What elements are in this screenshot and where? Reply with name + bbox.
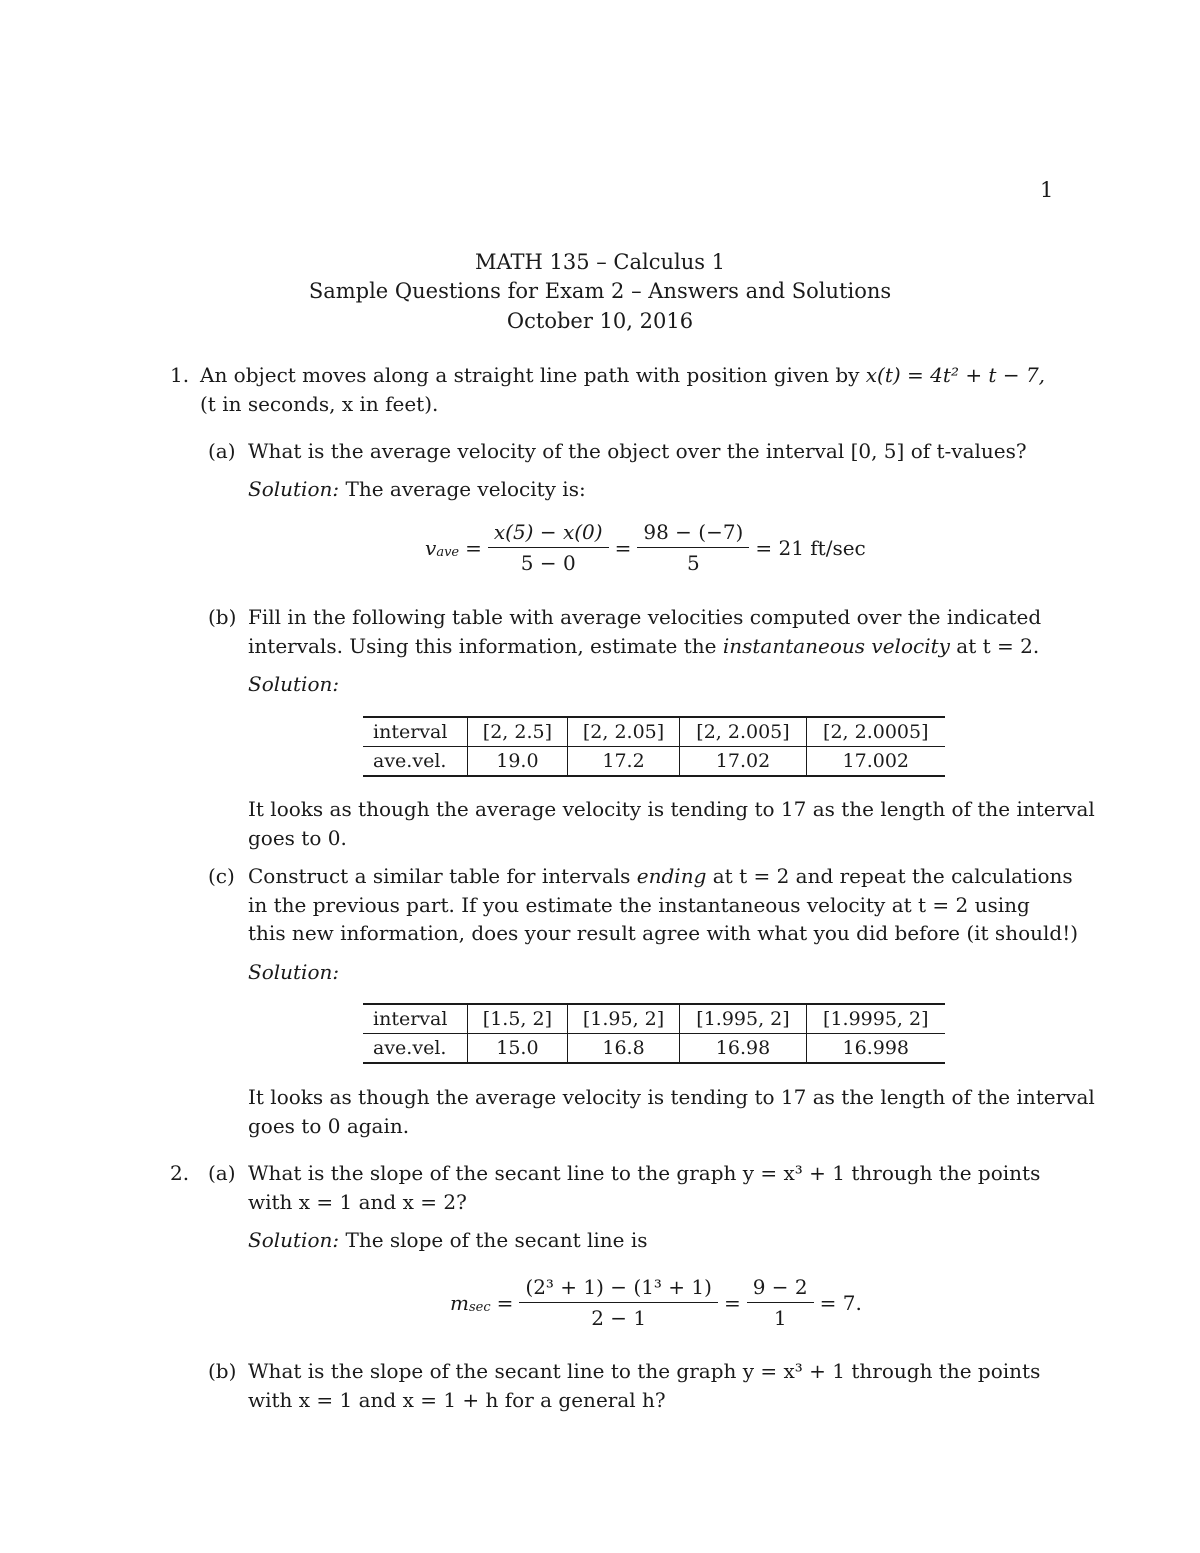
- table-row: ave.vel. 15.0 16.8 16.98 16.998: [363, 1034, 945, 1064]
- eq-result: = 21 ft/sec: [755, 535, 866, 560]
- q1-position-formula: x(t) = 4t² + t − 7,: [865, 363, 1046, 387]
- q2a-line2: with x = 1 and x = 2?: [248, 1190, 467, 1214]
- q1c-conclusion-line2: goes to 0 again.: [248, 1114, 410, 1138]
- emphasis-ending: ending: [636, 864, 707, 888]
- q1c-conclusion-line1: It looks as though the average velocity is tending to 17 as the length of the interval: [248, 1085, 1095, 1109]
- solution-text: The slope of the secant line is: [339, 1228, 648, 1252]
- q2a-line1: What is the slope of the secant line to the graph y = x³ + 1 through the points: [248, 1161, 1041, 1185]
- eq-subscript: sec: [468, 1300, 491, 1315]
- eq-result: = 7.: [819, 1290, 862, 1315]
- q1b-label: (b): [208, 605, 237, 629]
- q1c-label: (c): [208, 864, 235, 888]
- q1-number: 1.: [170, 363, 190, 387]
- course-title: MATH 135 – Calculus 1: [474, 250, 726, 274]
- q1-statement: [200, 363, 1045, 387]
- q1b-conclusion-line1: It looks as though the average velocity is tending to 17 as the length of the interval: [248, 797, 1095, 821]
- table-row: ave.vel. 19.0 17.2 17.02 17.002: [363, 747, 945, 777]
- q1c-solution-label: Solution:: [248, 960, 340, 984]
- q1b-velocity-table: [363, 716, 945, 777]
- solution-label: Solution:: [248, 477, 340, 501]
- solution-label: Solution:: [248, 1228, 340, 1252]
- table-row: interval [1.5, 2] [1.95, 2] [1.995, 2] [1.9995, 2]: [363, 1004, 945, 1034]
- q1b-solution-label: Solution:: [248, 672, 340, 696]
- eq-subscript: ave: [436, 545, 460, 560]
- q1c-line3: this new information, does your result agree with what you did before (it should!): [248, 921, 1079, 945]
- document-subtitle: Sample Questions for Exam 2 – Answers and Solutions: [308, 279, 892, 303]
- q2b-label: (b): [208, 1359, 237, 1383]
- q1c-velocity-table: [363, 1003, 945, 1064]
- document-date: October 10, 2016: [506, 309, 694, 333]
- q1a-label: (a): [208, 439, 236, 463]
- q1-text: An object moves along a straight line path with position given by: [200, 363, 866, 387]
- q1b-question-line2: intervals. Using this information, estimate the instantaneous velocity at t = 2.: [248, 634, 1040, 658]
- q1a-question: What is the average velocity of the object over the interval [0, 5] of t-values?: [248, 439, 1027, 463]
- eq-fraction-1: $\frac{\text{(2³ + 1) − (1³ + 1)}}{2 - 1}$: [519, 1275, 718, 1330]
- emphasis-instantaneous-velocity: instantaneous velocity: [722, 634, 950, 658]
- q1-units: (t in seconds, x in feet).: [200, 392, 439, 416]
- q2a-label: (a): [208, 1161, 236, 1185]
- q1c-line1: Construct a similar table for intervals ending at t = 2 and repeat the calculations: [248, 864, 1073, 888]
- q1b-conclusion-line2: goes to 0.: [248, 826, 347, 850]
- q2a-secant-slope-equation: m sec = $\frac{\text{(2³ + 1) − (1³ + 1)}}{2 - 1}$ = $\frac{9 - 2}{1}$ = 7.: [450, 1275, 862, 1330]
- table-row: interval [2, 2.5] [2, 2.05] [2, 2.005] [2, 2.0005]: [363, 717, 945, 747]
- q2b-line1: What is the slope of the secant line to the graph y = x³ + 1 through the points: [248, 1359, 1041, 1383]
- page-number: 1: [1040, 178, 1054, 202]
- q1b-question-line1: Fill in the following table with average velocities computed over the indicated: [248, 605, 1042, 629]
- eq-fraction-2: $\frac{98 - (-7)}{5}$: [637, 520, 749, 575]
- q2a-solution: [248, 1228, 648, 1252]
- q2-number: 2.: [170, 1161, 190, 1185]
- q1c-line2: in the previous part. If you estimate the instantaneous velocity at t = 2 using: [248, 893, 1030, 917]
- eq-lhs: m: [450, 1290, 469, 1315]
- q2b-line2: with x = 1 and x = 1 + h for a general h?: [248, 1388, 666, 1412]
- eq-fraction-2: $\frac{9 - 2}{1}$: [747, 1275, 814, 1330]
- eq-lhs: v: [425, 535, 437, 560]
- q1a-solution: [248, 477, 586, 501]
- solution-text: The average velocity is:: [339, 477, 586, 501]
- q1a-average-velocity-equation: v ave = $\frac{x(5) - x(0)}{5 - 0}$ = $\frac{98 - (-7)}{5}$ = 21 ft/sec: [425, 520, 866, 575]
- eq-fraction-1: $\frac{x(5) - x(0)}{5 - 0}$: [488, 520, 609, 575]
